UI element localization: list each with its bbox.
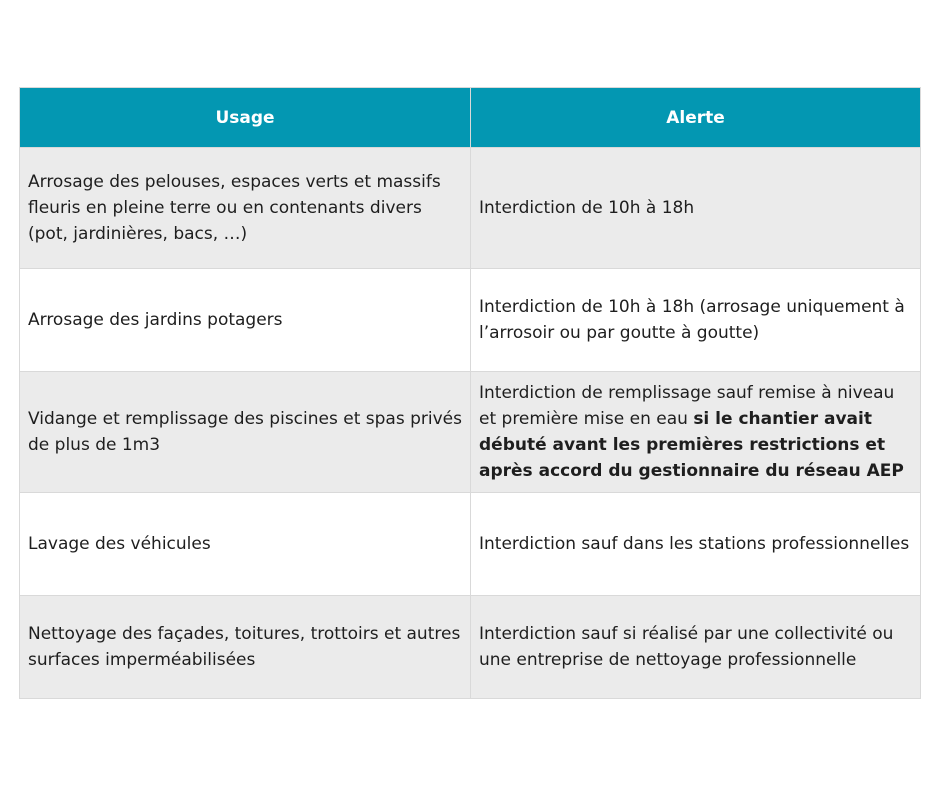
table-row bbox=[20, 596, 921, 699]
usage-cell: Nettoyage des façades, toitures, trottoirs et autres surfaces imperméabilisées bbox=[20, 596, 471, 699]
alerte-cell: Interdiction sauf si réalisé par une collectivité ou une entreprise de nettoyage professionnelle bbox=[471, 596, 921, 699]
usage-cell: Arrosage des pelouses, espaces verts et massifs fleuris en pleine terre ou en contenants divers (pot, jardinières, bacs, …) bbox=[20, 148, 471, 269]
header-usage: Usage bbox=[20, 88, 471, 148]
usage-cell: Lavage des véhicules bbox=[20, 493, 471, 596]
table-row bbox=[20, 148, 921, 269]
alerte-bold-text: si le chantier avait débuté avant les premières restrictions et après accord du gestionnaire du réseau AEP bbox=[479, 409, 904, 481]
usage-cell: Vidange et remplissage des piscines et spas privés de plus de 1m3 bbox=[20, 372, 471, 493]
alerte-cell: Interdiction de 10h à 18h (arrosage uniquement à l’arrosoir ou par goutte à goutte) bbox=[471, 269, 921, 372]
table-header-row bbox=[20, 88, 921, 148]
table-row bbox=[20, 372, 921, 493]
table-row bbox=[20, 493, 921, 596]
alerte-cell: Interdiction de 10h à 18h bbox=[471, 148, 921, 269]
alerte-cell: Interdiction sauf dans les stations professionnelles bbox=[471, 493, 921, 596]
alerte-cell bbox=[471, 372, 921, 493]
table-row bbox=[20, 269, 921, 372]
restrictions-table bbox=[19, 87, 921, 699]
header-alerte: Alerte bbox=[471, 88, 921, 148]
usage-cell: Arrosage des jardins potagers bbox=[20, 269, 471, 372]
restrictions-table-container bbox=[19, 87, 920, 699]
alerte-text: Interdiction de remplissage sauf remise à niveau et première mise en eau bbox=[479, 383, 895, 429]
